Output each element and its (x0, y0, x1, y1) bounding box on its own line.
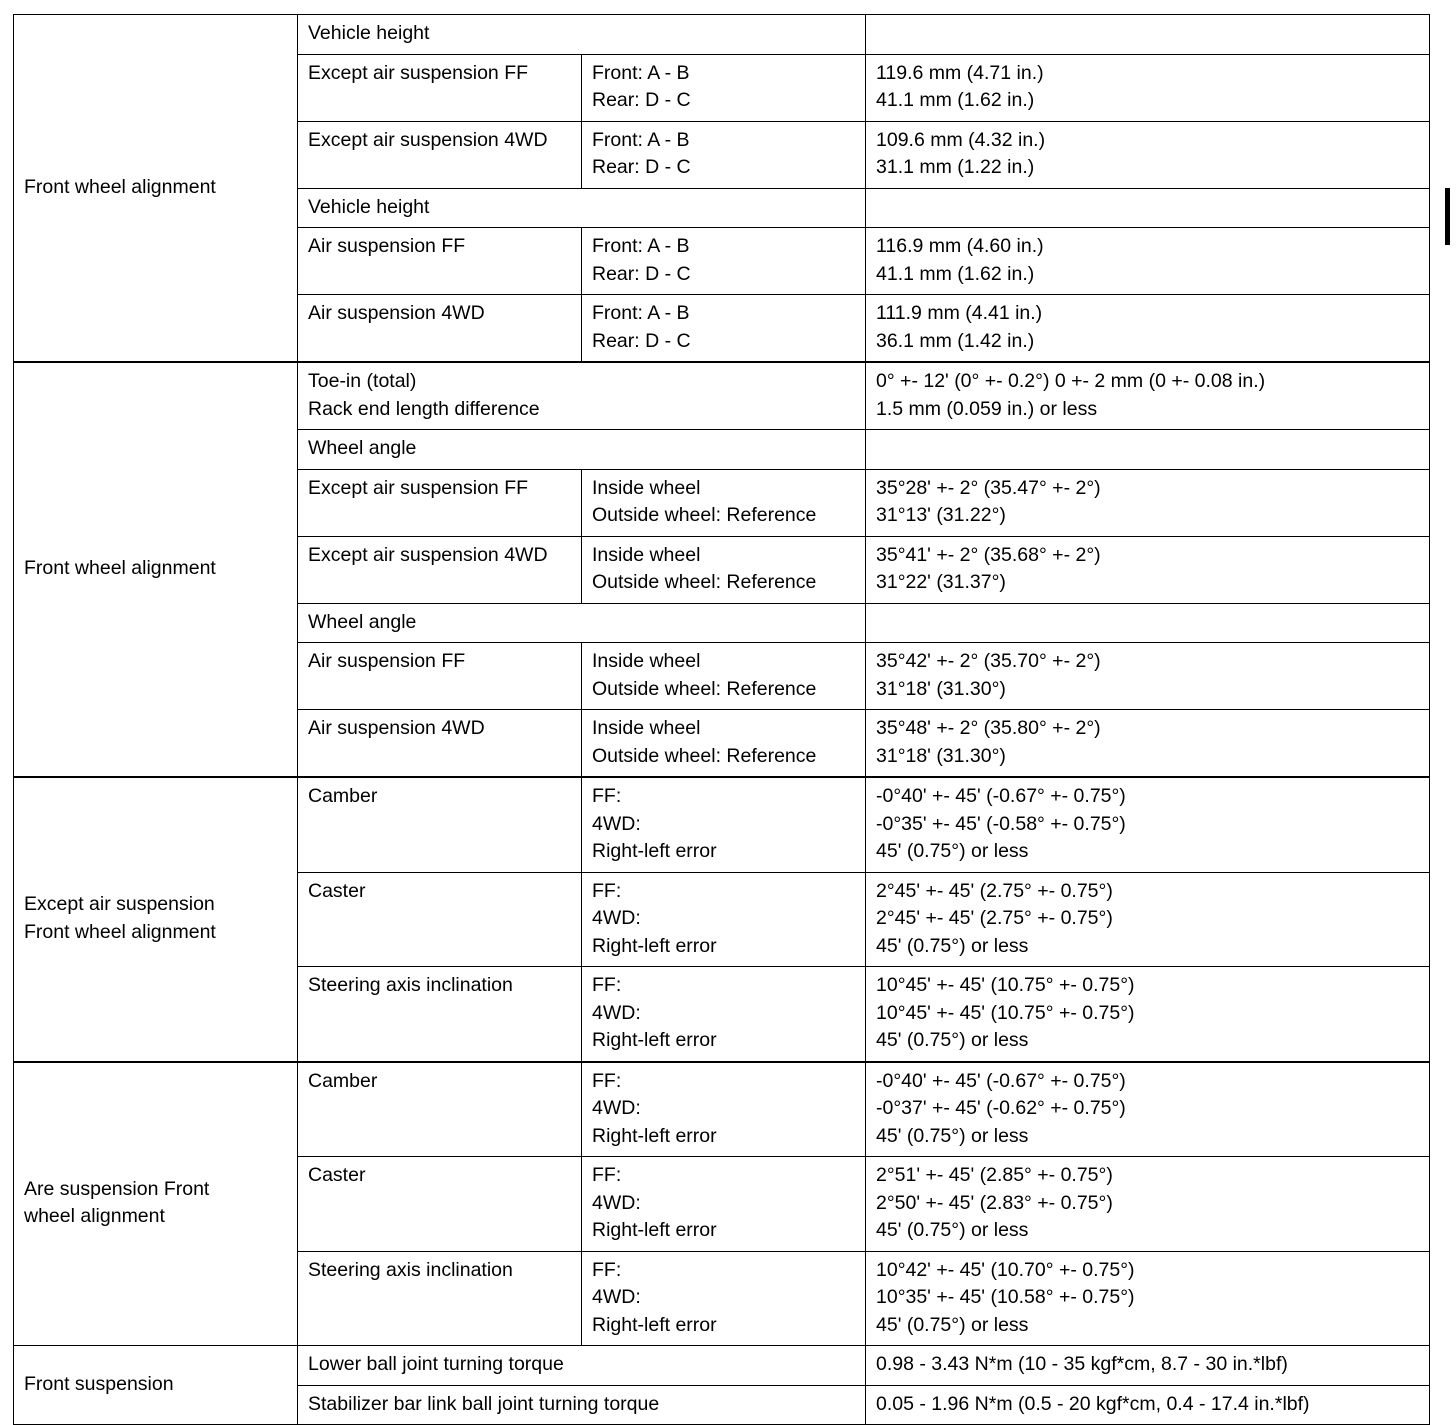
row-values: 10°42' +- 45' (10.70° +- 0.75°) 10°35' +- 45' (10.58° +- 0.75°) 45' (0.75°) or less (866, 1251, 1430, 1346)
row-label: Caster (298, 872, 582, 967)
row-label: Except air suspension FF (298, 54, 582, 121)
row-value: 0.98 - 3.43 N*m (10 - 35 kgf*cm, 8.7 - 30 in.*lbf) (866, 1346, 1430, 1386)
row-label: Air suspension FF (298, 643, 582, 710)
row-label: Caster (298, 1157, 582, 1252)
row-label: Air suspension FF (298, 228, 582, 295)
row-values: 116.9 mm (4.60 in.) 41.1 mm (1.62 in.) (866, 228, 1430, 295)
row-label: Steering axis inclination (298, 967, 582, 1062)
row-label: Camber (298, 1062, 582, 1157)
group-heading-value (866, 188, 1430, 228)
table-row (14, 15, 1430, 55)
group-heading: Wheel angle (298, 430, 866, 470)
specification-table (13, 14, 1430, 1425)
table-row (14, 1346, 1430, 1386)
row-conditions: Inside wheel Outside wheel: Reference (582, 643, 866, 710)
row-conditions: Front: A - B Rear: D - C (582, 228, 866, 295)
row-values: 119.6 mm (4.71 in.) 41.1 mm (1.62 in.) (866, 54, 1430, 121)
group-heading: Wheel angle (298, 603, 866, 643)
row-values: 35°41' +- 2° (35.68° +- 2°) 31°22' (31.37°) (866, 536, 1430, 603)
group-heading-value (866, 15, 1430, 55)
toe-in-labels: Toe-in (total) Rack end length difference (298, 362, 866, 430)
row-conditions: FF: 4WD: Right-left error (582, 967, 866, 1062)
row-values: 2°45' +- 45' (2.75° +- 0.75°) 2°45' +- 45' (2.75° +- 0.75°) 45' (0.75°) or less (866, 872, 1430, 967)
group-heading-value (866, 430, 1430, 470)
table-row (14, 777, 1430, 872)
row-label: Lower ball joint turning torque (298, 1346, 866, 1386)
row-conditions: Front: A - B Rear: D - C (582, 121, 866, 188)
row-conditions: Front: A - B Rear: D - C (582, 295, 866, 363)
table-row (14, 1062, 1430, 1157)
group-heading: Vehicle height (298, 188, 866, 228)
row-conditions: Front: A - B Rear: D - C (582, 54, 866, 121)
row-label: Stabilizer bar link ball joint turning torque (298, 1385, 866, 1425)
row-conditions: Inside wheel Outside wheel: Reference (582, 469, 866, 536)
section-title: Except air suspension Front wheel alignment (14, 777, 298, 1062)
table-row (14, 362, 1430, 430)
row-conditions: FF: 4WD: Right-left error (582, 777, 866, 872)
row-value: 0.05 - 1.96 N*m (0.5 - 20 kgf*cm, 0.4 - 17.4 in.*lbf) (866, 1385, 1430, 1425)
row-label: Air suspension 4WD (298, 295, 582, 363)
row-conditions: FF: 4WD: Right-left error (582, 872, 866, 967)
row-values: -0°40' +- 45' (-0.67° +- 0.75°) -0°37' +- 45' (-0.62° +- 0.75°) 45' (0.75°) or less (866, 1062, 1430, 1157)
row-conditions: FF: 4WD: Right-left error (582, 1157, 866, 1252)
toe-in-values: 0° +- 12' (0° +- 0.2°) 0 +- 2 mm (0 +- 0.08 in.) 1.5 mm (0.059 in.) or less (866, 362, 1430, 430)
row-values: 109.6 mm (4.32 in.) 31.1 mm (1.22 in.) (866, 121, 1430, 188)
row-label: Steering axis inclination (298, 1251, 582, 1346)
row-values: 35°48' +- 2° (35.80° +- 2°) 31°18' (31.30°) (866, 710, 1430, 778)
row-conditions: Inside wheel Outside wheel: Reference (582, 536, 866, 603)
group-heading-value (866, 603, 1430, 643)
section-title: Front wheel alignment (14, 362, 298, 777)
section-title: Front wheel alignment (14, 15, 298, 363)
row-values: -0°40' +- 45' (-0.67° +- 0.75°) -0°35' +- 45' (-0.58° +- 0.75°) 45' (0.75°) or less (866, 777, 1430, 872)
section-title: Are suspension Front wheel alignment (14, 1062, 298, 1346)
group-heading: Vehicle height (298, 15, 866, 55)
row-label: Except air suspension 4WD (298, 536, 582, 603)
row-conditions: FF: 4WD: Right-left error (582, 1251, 866, 1346)
row-label: Air suspension 4WD (298, 710, 582, 778)
row-values: 111.9 mm (4.41 in.) 36.1 mm (1.42 in.) (866, 295, 1430, 363)
row-values: 35°42' +- 2° (35.70° +- 2°) 31°18' (31.30°) (866, 643, 1430, 710)
row-conditions: FF: 4WD: Right-left error (582, 1062, 866, 1157)
row-conditions: Inside wheel Outside wheel: Reference (582, 710, 866, 778)
row-values: 10°45' +- 45' (10.75° +- 0.75°) 10°45' +- 45' (10.75° +- 0.75°) 45' (0.75°) or less (866, 967, 1430, 1062)
row-values: 2°51' +- 45' (2.85° +- 0.75°) 2°50' +- 45' (2.83° +- 0.75°) 45' (0.75°) or less (866, 1157, 1430, 1252)
row-values: 35°28' +- 2° (35.47° +- 2°) 31°13' (31.22°) (866, 469, 1430, 536)
page-edge-mark (1445, 188, 1450, 245)
row-label: Except air suspension FF (298, 469, 582, 536)
row-label: Camber (298, 777, 582, 872)
section-title: Front suspension (14, 1346, 298, 1425)
row-label: Except air suspension 4WD (298, 121, 582, 188)
